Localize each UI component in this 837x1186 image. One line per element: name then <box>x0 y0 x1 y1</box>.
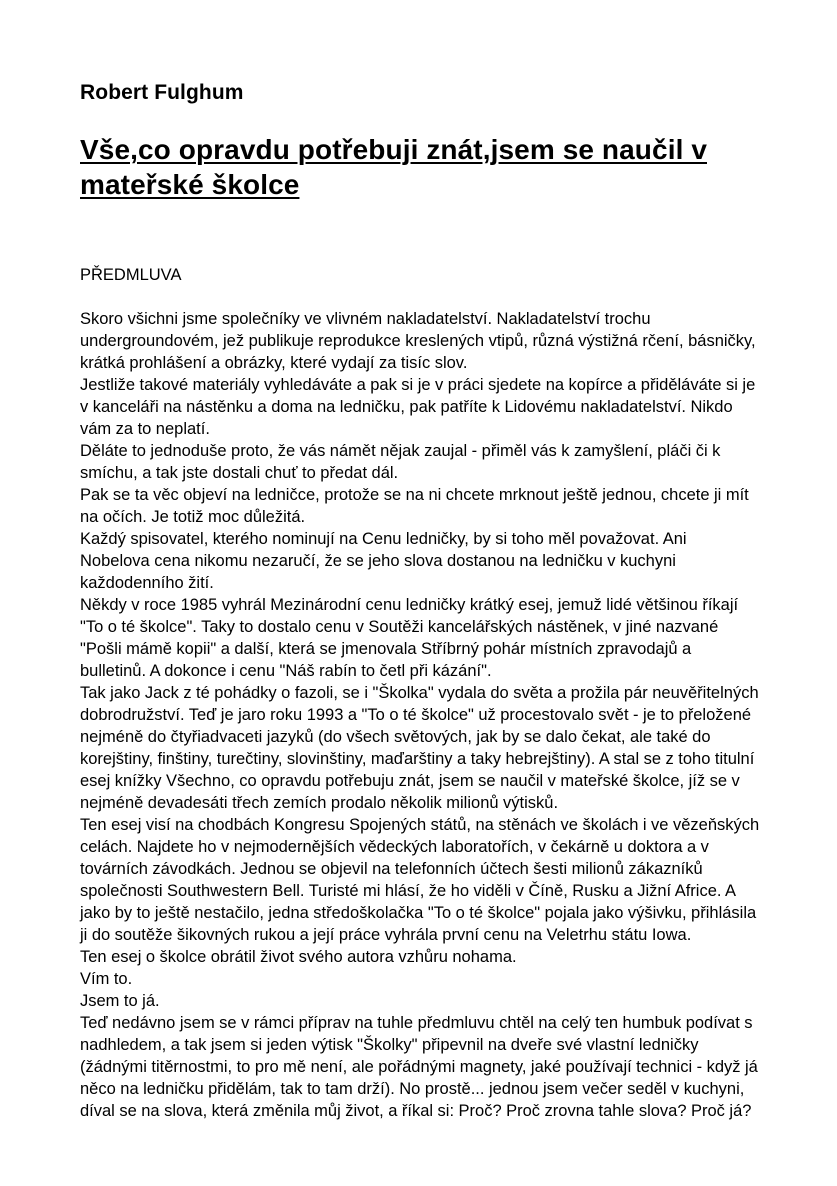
paragraph: Každý spisovatel, kterého nominují na Cenu ledničky, by si toho měl považovat. Ani Nobelova cena nikomu nezaručí, že se jeho slova dostanou na ledničku v kuchyni každodenního žití. <box>80 530 692 592</box>
paragraph: Někdy v roce 1985 vyhrál Mezinárodní cenu ledničky krátký esej, jemuž lidé většinou říkají "To o té školce". Taky to dostalo cenu v Soutěži kancelářských nástěnek, v jiné nazvané "Pošli mámě kopii" a další, která se jmenovala Stříbrný pohár místních zpravodajů a bulletinů. A dokonce i cenu "Náš rabín to četl při kázání". <box>80 596 743 680</box>
paragraph: Vím to. <box>80 970 133 988</box>
paragraph: Teď nedávno jsem se v rámci příprav na tuhle předmluvu chtěl na celý ten humbuk podívat s nadhledem, a tak jsem si jeden výtisk "Školky" připevnil na dveře své vlastní ledničky (žádnými titěrnostmi, to pro mě není, ale pořádnými magnety, jaké používají technici - když já něco na ledničku přidělám, tak to tam drží). No prostě... jednou jsem večer seděl v kuchyni, díval se na slova, která změnila můj život, a říkal si: Proč? Proč zrovna tahle slova? Proč já? <box>80 1014 763 1120</box>
body-text <box>80 308 764 1122</box>
paragraph: Jestliže takové materiály vyhledáváte a pak si je v práci sjedete na kopírce a přiděláváte si je v kanceláři na nástěnku a doma na ledničku, pak patříte k Lidovému nakladatelství. Nikdo vám za to neplatí. <box>80 376 760 438</box>
paragraph: Pak se ta věc objeví na ledničce, protože se na ni chcete mrknout ještě jednou, chcete ji mít na očích. Je totiž moc důležitá. <box>80 486 754 526</box>
paragraph: Děláte to jednoduše proto, že vás námět nějak zaujal - přiměl vás k zamyšlení, pláči či k smíchu, a tak jste dostali chuť to předat dál. <box>80 442 725 482</box>
paragraph: Jsem to já. <box>80 992 160 1010</box>
section-heading-predmluva: PŘEDMLUVA <box>80 266 182 284</box>
paragraph: Tak jako Jack z té pohádky o fazoli, se i "Školka" vydala do světa a prožila pár neuvěřitelných dobrodružství. Teď je jaro roku 1993 a "To o té školce" už procestovalo svět - je to přeložené nejméně do čtyřiadvaceti jazyků (do všech světových, jak by se dalo čekat, ale také do korejštiny, finštiny, turečtiny, slovinštiny, maďarštiny a taky hebrejštiny). A stal se z toho titulní esej knížky Všechno, co opravdu potřebuju znát, jsem se naučil v mateřské školce, jíž se v nejméně devadesáti třech zemích prodalo několik milionů výtisků. <box>80 684 764 812</box>
paragraph: Skoro všichni jsme společníky ve vlivném nakladatelství. Nakladatelství trochu undergroundovém, jež publikuje reprodukce kreslených vtipů, různá výstižná rčení, básničky, krátká prohlášení a obrázky, které vydají za tisíc slov. <box>80 310 761 372</box>
paragraph: Ten esej visí na chodbách Kongresu Spojených států, na stěnách ve školách i ve vězeňských celách. Najdete ho v nejmodernějších vědeckých laboratořích, v čekárně u doktora a v továrních závodkách. Jednou se objevil na telefonních účtech šesti milionů zákazníků společnosti Southwestern Bell. Turisté mi hlásí, že ho viděli v Číně, Rusku a Jižní Africe. A jako by to ještě nestačilo, jedna středoškolačka "To o té školce" pojala jako výšivku, přihlásila ji do soutěže šikovných rukou a její práce vyhrála první cenu na Veletrhu státu Iowa. <box>80 816 764 944</box>
author-name: Robert Fulghum <box>80 81 244 104</box>
page-title: Vše,co opravdu potřebuji znát,jsem se naučil v mateřské školce <box>80 134 707 200</box>
paragraph: Ten esej o školce obrátil život svého autora vzhůru nohama. <box>80 948 517 966</box>
